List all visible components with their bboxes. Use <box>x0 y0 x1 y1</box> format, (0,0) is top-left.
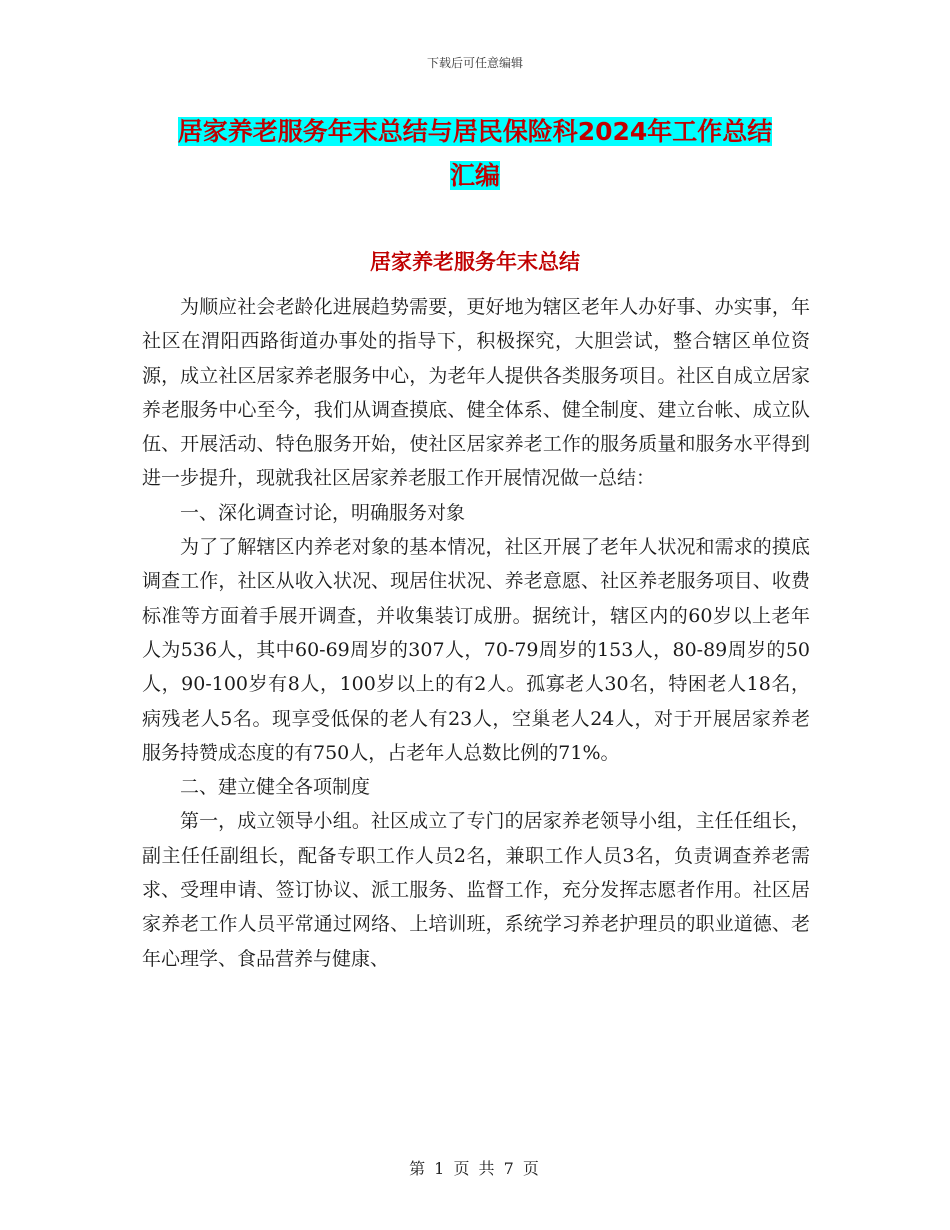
document-title-line-2: 汇编 <box>449 161 500 190</box>
paragraph-intro: 为顺应社会老龄化进展趋势需要，更好地为辖区老年人办好事、办实事，年社区在渭阳西路街道办事处的指导下，积极探究，大胆尝试，整合辖区单位资源，成立社区居家养老服务中心，为老年人提供各类服务项目。社区自成立居家养老服务中心至今，我们从调查摸底、健全体系、健全制度、建立台帐、成立队伍、开展活动、特色服务开始，使社区居家养老工作的服务质量和服务水平得到进一步提升，现就我社区居家养老服工作开展情况做一总结： <box>142 296 810 490</box>
paragraph-survey: 为了了解辖区内养老对象的基本情况，社区开展了老年人状况和需求的摸底调查工作，社区从收入状况、现居住状况、养老意愿、社区养老服务项目、收费标准等方面着手展开调查，并收集装订成册。据统计，辖区内的60岁以上老年人为536人，其中60-69周岁的307人，70-79周岁的153人，80-89周岁的50人，90-100岁有8人，100岁以上的有2人。孤寡老人30名，特困老人18名，病残老人5名。现享受低保的老人有23人，空巢老人24人，对于开展居家养老服务持赞成态度的有750人，占老年人总数比例的71%。 <box>142 536 810 764</box>
section-title: 居家养老服务年末总结 <box>370 250 580 274</box>
paragraph-leadership: 第一，成立领导小组。社区成立了专门的居家养老领导小组，主任任组长，副主任任副组长，配备专职工作人员2名，兼职工作人员3名，负责调查养老需求、受理申请、签订协议、派工服务、监督工作，充分发挥志愿者作用。社区居家养老工作人员平常通过网络、上培训班，系统学习养老护理员的职业道德、老年心理学、食品营养与健康、 <box>142 810 810 970</box>
header-note: 下载后可任意编辑 <box>426 56 523 70</box>
document-title <box>140 110 810 198</box>
document-title-line-1: 居家养老服务年末总结与居民保险科2024年工作总结 <box>177 117 773 146</box>
page-footer: 第 1 页 共 7 页 <box>409 1159 541 1178</box>
heading-survey: 一、深化调查讨论，明确服务对象 <box>180 501 466 524</box>
document-body <box>142 290 810 976</box>
heading-systems: 二、建立健全各项制度 <box>180 776 371 799</box>
